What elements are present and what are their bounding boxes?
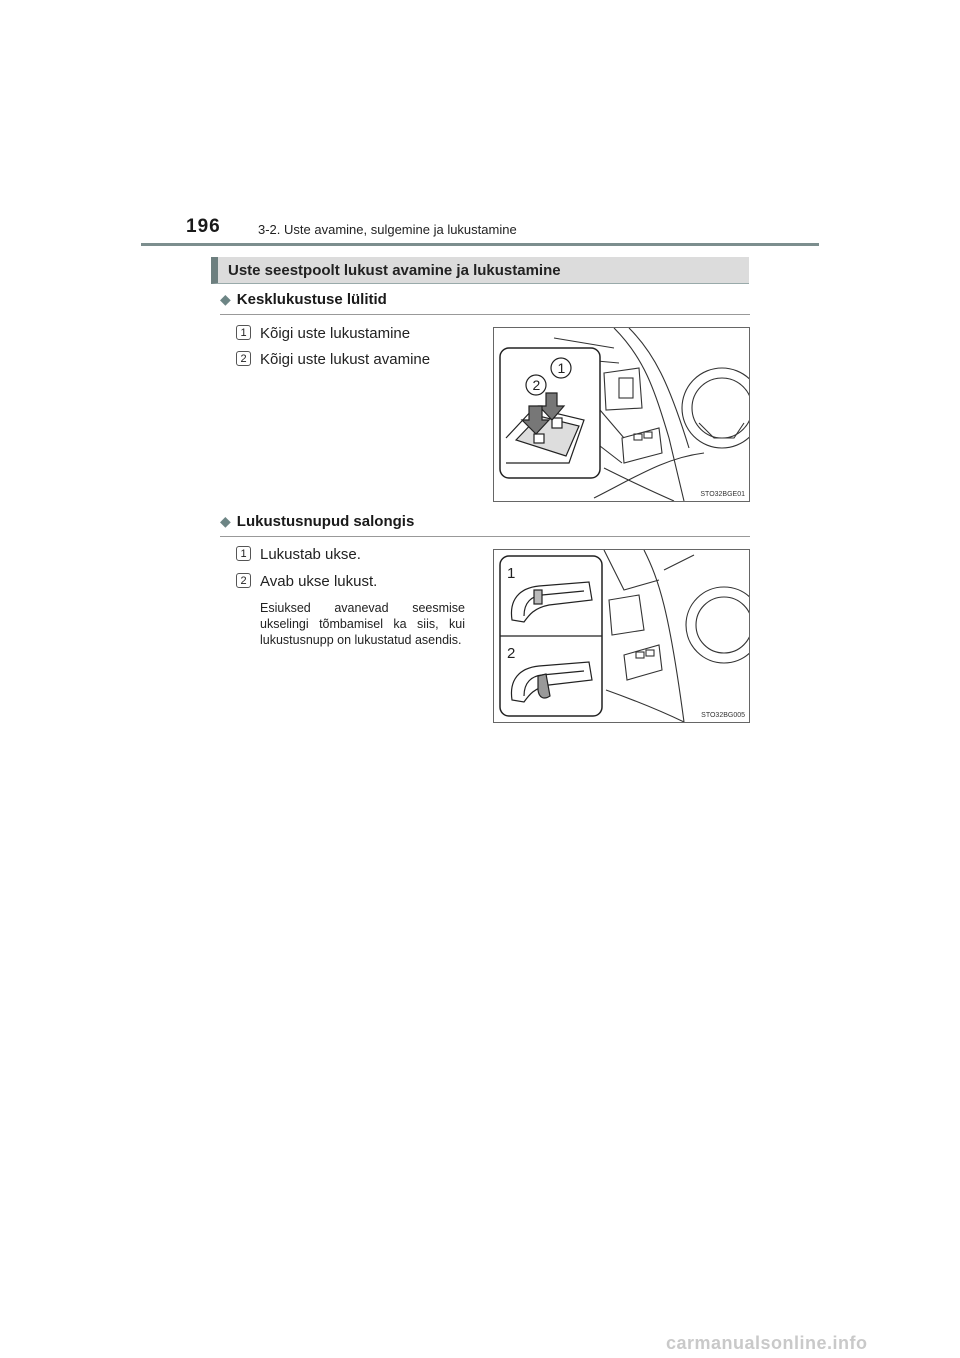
- note-text: Esiuksed avanevad seesmise ukselingi tõmbamisel ka siis, kui lukustusnupp on lukustatud asendis.: [260, 601, 465, 647]
- subsection-divider: [220, 536, 750, 537]
- list-item: Kõigi uste lukust avamine: [260, 351, 431, 368]
- figure-door-lock-switch: [493, 327, 750, 502]
- header-divider: [141, 243, 819, 246]
- subsection-heading-central-locking: ◆ Kesklukustuse lülitid: [220, 291, 387, 308]
- callout-2: 2: [532, 377, 541, 393]
- lock-knob-illustration: [494, 550, 749, 722]
- page-number: 196: [186, 216, 221, 237]
- section-banner: [211, 257, 749, 284]
- subsection-heading-lock-knobs: ◆ Lukustusnupud salongis: [220, 513, 415, 530]
- list-item: Kõigi uste lukustamine: [260, 325, 411, 342]
- step-number-icon: 2: [236, 351, 251, 366]
- list-item: Lukustab ukse.: [260, 546, 361, 563]
- figure-code: STO32BGE01: [700, 491, 745, 498]
- watermark: carmanualsonline.info: [666, 1333, 868, 1353]
- callout-1: 1: [557, 360, 566, 376]
- list-item: Avab ukse lukust.: [260, 573, 378, 590]
- subsection-divider: [220, 314, 750, 315]
- diamond-bullet-icon: ◆: [220, 291, 231, 307]
- step-number-icon: 2: [236, 573, 251, 588]
- figure-code: STO32BG005: [701, 712, 745, 719]
- section-title: Uste seestpoolt lukust avamine ja lukustamine: [228, 262, 561, 279]
- chapter-title: 3-2. Uste avamine, sulgemine ja lukustamine: [258, 222, 517, 237]
- step-number-icon: 1: [236, 325, 251, 340]
- callout-1: 1: [507, 565, 516, 582]
- diamond-bullet-icon: ◆: [220, 513, 231, 529]
- callout-2: 2: [507, 645, 516, 662]
- figure-interior-lock-knob: [493, 549, 750, 723]
- step-number-icon: 1: [236, 546, 251, 561]
- door-lock-switch-illustration: [494, 328, 749, 501]
